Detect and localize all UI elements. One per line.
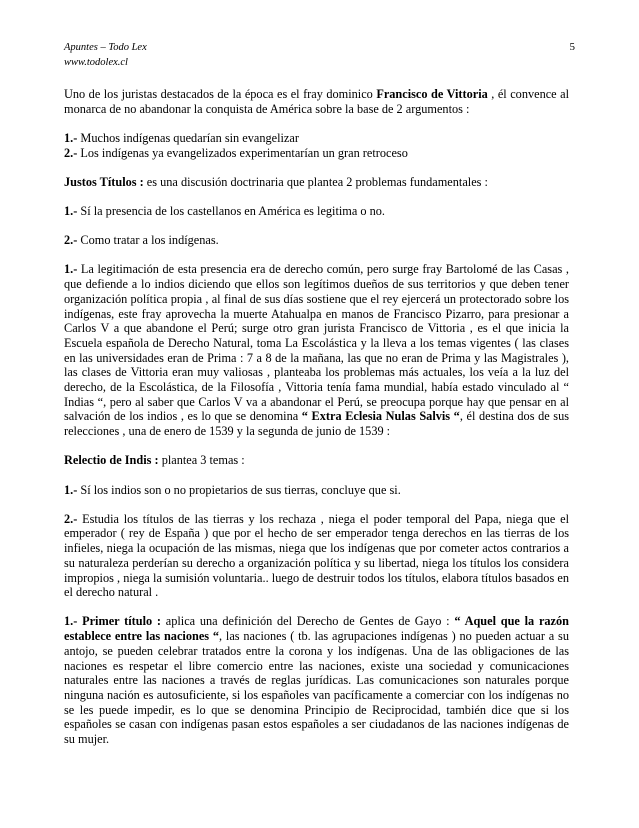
item-number: 1.- — [64, 130, 78, 145]
item-number: 1.- — [64, 204, 78, 219]
item-number: 1.- — [64, 482, 78, 497]
definition-quote: “ Aquel que la razón establece entre las naciones “ — [64, 614, 570, 644]
argument-item — [64, 146, 569, 161]
topic-item — [64, 483, 569, 498]
paragraph-text: aplica una definición del Derecho de Gentes de Gayo : — [161, 614, 455, 629]
document-body — [64, 87, 569, 761]
item-text: Sí los indios son o no propietarios de sus tierras, concluye que si. — [77, 482, 401, 497]
section-text: es una discusión doctrinaria que plantea 2 problemas fundamentales : — [143, 174, 488, 189]
intro-paragraph — [64, 87, 569, 116]
problem-item — [64, 204, 569, 219]
item-number: 1.- — [64, 262, 78, 277]
header-title: Apuntes – Todo Lex — [64, 42, 147, 53]
latin-phrase: “ Extra Eclesia Nulas Salvis “ — [301, 409, 460, 424]
paragraph-text-cont: , las naciones ( tb. las agrupaciones indígenas ) no pueden actuar a su antojo, se pueden celebrar tratados entre la corona y los indígenas. Una de las obligaciones de las naciones es respetar el libre comercio entre las naciones, existe una sociedad y comunicaciones naturales entre las naciones a través de reglas jurídicas. Las comunicaciones son naturales porque ninguna nación es autosuficiente, si los españoles van pacíficamente a comerciar con los indígenas no se les puede impedir, es lo que se denomina Principio de Reciprocidad, también dice que si los españoles se casan con indígenas pasan estos españoles a ser ciudadanos de las naciones indígenas de su mujer. — [64, 629, 569, 747]
page-number: 5 — [569, 41, 575, 53]
relectio-paragraph — [64, 453, 569, 468]
section-text: plantea 3 temas : — [158, 453, 245, 468]
argument-item — [64, 131, 569, 146]
intro-text-cont: , él convence al monarca de no abandonar la conquista de América sobre la base de 2 argumentos : — [64, 87, 570, 116]
item-text: Estudia los títulos de las tierras y los rechaza , niega el poder temporal del Papa, niega que el emperador ( rey de España ) que por el hecho de ser emperador tenga derechos en las tierras de los infieles, niega la ocupación de las mismas, niega que los indígenas que por cometer actos contrarios a su naturaleza perderían su derecho a organización política y su libertad, niega los títulos los considera impropios , niega la sumisión voluntaria.. luego de destruir todos los títulos, elabora títulos basados en el derecho natural . — [64, 511, 569, 600]
item-number: 2.- — [64, 511, 78, 526]
paragraph-text-cont: , él destina dos de sus relecciones , una de enero de 1539 y la segunda de junio de 1539 : — [64, 409, 570, 439]
justos-titulos-paragraph — [64, 175, 569, 190]
primer-titulo-paragraph — [64, 614, 569, 746]
item-text: Sí la presencia de los castellanos en América es legitima o no. — [77, 204, 385, 219]
section-label: Relectio de Indis : — [64, 453, 159, 468]
section-label: Justos Títulos : — [64, 174, 144, 189]
topic-item — [64, 512, 569, 600]
legitimacion-paragraph — [64, 262, 569, 438]
item-heading: 1.- Primer título : — [64, 614, 162, 629]
item-text: Como tratar a los indígenas. — [77, 233, 219, 248]
intro-text: Uno de los juristas destacados de la época es el fray dominico — [64, 87, 377, 101]
paragraph-text: La legitimación de esta presencia era de derecho común, pero surge fray Bartolomé de las Casas , que defiende a lo indios diciendo que ellos son legítimos dueños de sus territorios y que deben tener organización política propia , al final de sus días sostiene que el rey ejercerá un protectorado sobre los indígenas, este fray aprovecha la muerte Atahualpa en manos de Francisco Pizarro, para presionar a Carlos V a que abandone el Perú; surge otro gran jurista Francisco de Vittoria , es el que inicia la Escuela española de Derecho Natural, toma La Escolástica y la lleva a los temas vigentes ( las clases en las universidades eran de Prima : 7 a 8 de la mañana, las que no eran de Prima y las Magistrales ), las clases de Vittoria eran muy valiosas , planteaba los problemas más actuales, los veía a la luz del derecho, de la Escolástica, de la Filosofía , Vittoria tenía fama mundial, había estado vinculado al “ Indias “, pero al saber que Carlos V va a abandonar el Perú, se preocupa porque hay que pensar en al salvación de los indios , es lo que se denomina — [64, 262, 569, 424]
page-header — [64, 40, 575, 70]
item-text: Los indígenas ya evangelizados experimentarían un gran retroceso — [77, 145, 408, 160]
header-url: www.todolex.cl — [64, 57, 128, 68]
item-text: Muchos indígenas quedarían sin evangelizar — [77, 130, 299, 145]
item-number: 2.- — [64, 233, 78, 248]
problem-item — [64, 233, 569, 248]
jurist-name: Francisco de Vittoria — [376, 87, 488, 101]
item-number: 2.- — [64, 145, 78, 160]
